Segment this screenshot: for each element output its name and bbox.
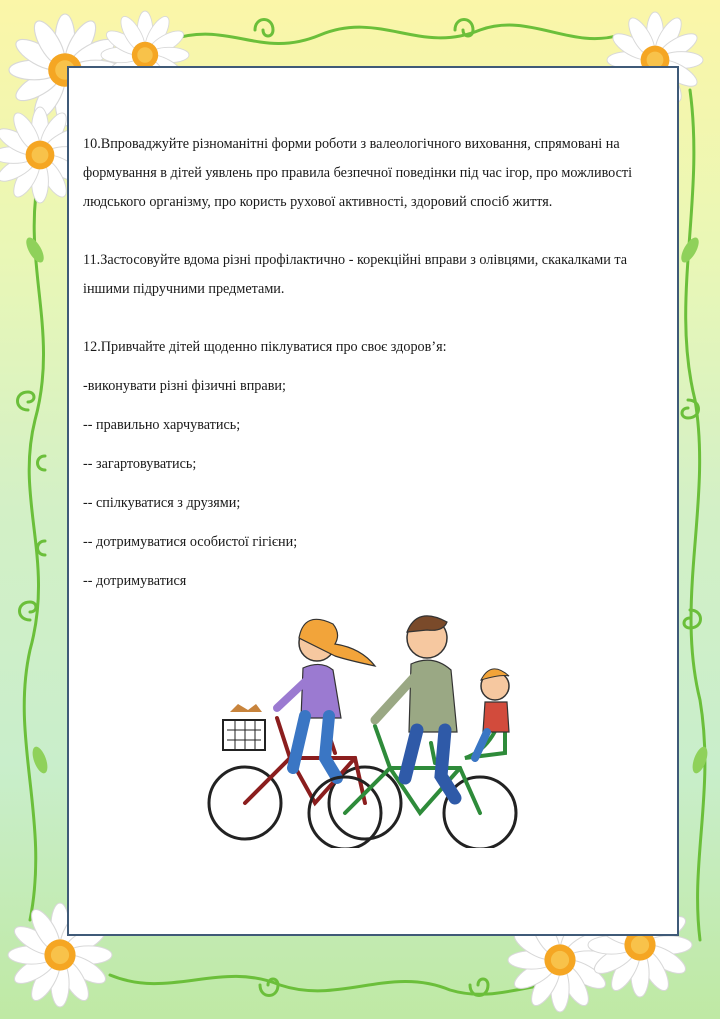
paragraph-10: 10.Впроваджуйте різноманітні форми роботи з валеологічного виховання, спрямовані на формування в дітей уявлень про правила безпечної поведінки під час ігор, про можливості людського організму, про користь рухової активності, здоровий спосіб життя. — [83, 136, 633, 210]
list-item: -- дотримуватися — [83, 573, 187, 589]
paragraph-11: 11.Застосовуйте вдома різні профілактично - корекційні вправи з олівцями, скакалками та іншими підручними предметами. — [83, 252, 628, 297]
family-cycling-illustration — [205, 608, 535, 848]
list-item: -виконувати різні фізичні вправи; — [83, 378, 286, 394]
paragraph-12: 12.Привчайте дітей щоденно піклуватися про своє здоров’я: — [83, 339, 447, 355]
document-page — [67, 66, 679, 936]
list-item: -- спілкуватися з друзями; — [83, 495, 241, 511]
document-content — [83, 130, 668, 606]
list-item: -- правильно харчуватись; — [83, 417, 241, 433]
list-item: -- дотримуватися особистої гігієни; — [83, 534, 298, 550]
list-item: -- загартовуватись; — [83, 456, 197, 472]
